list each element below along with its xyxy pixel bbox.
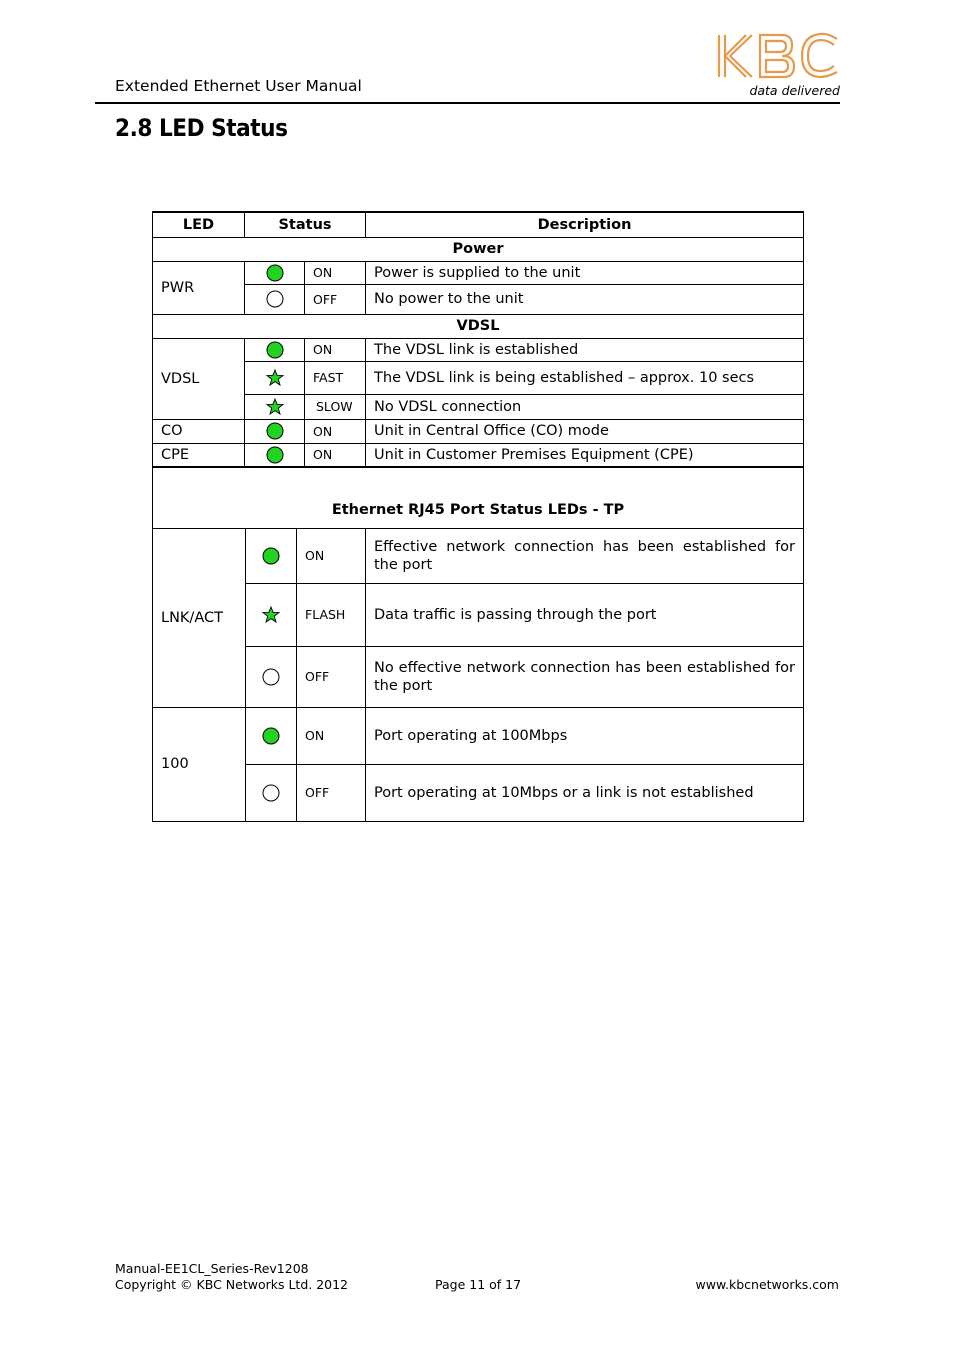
led-state: OFF (297, 646, 366, 707)
led-description: No power to the unit (366, 284, 804, 314)
led-state: FLASH (297, 583, 366, 646)
table-row (153, 419, 804, 443)
led-description: Unit in Customer Premises Equipment (CPE) (366, 443, 804, 467)
led-name: VDSL (153, 338, 245, 419)
footer-page-number: Page 11 of 17 (435, 1277, 522, 1292)
green-circle-icon (265, 445, 285, 465)
led-status-table (152, 211, 804, 468)
led-description: No effective network connection has been established for the port (366, 646, 804, 707)
led-description: Data traffic is passing through the port (366, 583, 804, 646)
led-state: SLOW (305, 394, 366, 419)
logo-tagline: data delivered (749, 83, 840, 98)
led-state: OFF (297, 764, 366, 821)
table-row (153, 707, 804, 764)
table-row (153, 764, 804, 821)
ethernet-led-table (152, 468, 804, 822)
green-star-icon (261, 605, 281, 625)
led-description: Power is supplied to the unit (366, 261, 804, 284)
led-name: CPE (153, 443, 245, 467)
footer-doc-id: Manual-EE1CL_Series-Rev1208 (115, 1261, 309, 1276)
led-state: ON (297, 707, 366, 764)
led-description: Effective network connection has been established for the port (366, 528, 804, 583)
led-description: No VDSL connection (366, 394, 804, 419)
led-description: Unit in Central Office (CO) mode (366, 419, 804, 443)
header-doc-title: Extended Ethernet User Manual (115, 77, 362, 95)
kbc-logo (716, 31, 840, 79)
led-description: The VDSL link is being established – approx. 10 secs (366, 361, 804, 394)
power-section-heading: Power (153, 237, 804, 261)
empty-circle-icon (261, 667, 281, 687)
led-description: The VDSL link is established (366, 338, 804, 361)
green-circle-icon (265, 263, 285, 283)
table-row (153, 261, 804, 284)
led-state: FAST (305, 361, 366, 394)
footer-website: www.kbcnetworks.com (695, 1277, 839, 1292)
table-row (153, 646, 804, 707)
table-header-row (153, 212, 804, 237)
col-description-header: Description (366, 212, 804, 237)
green-star-icon (265, 397, 285, 417)
led-state: ON (305, 419, 366, 443)
empty-circle-icon (261, 783, 281, 803)
table-row (153, 583, 804, 646)
led-name: PWR (153, 261, 245, 314)
footer-copyright: Copyright © KBC Networks Ltd. 2012 (115, 1277, 349, 1292)
green-circle-icon (265, 340, 285, 360)
led-name: LNK/ACT (153, 528, 246, 707)
col-status-header: Status (245, 212, 366, 237)
table-row (153, 361, 804, 394)
col-led-header: LED (153, 212, 245, 237)
table-row (153, 394, 804, 419)
led-state: ON (297, 528, 366, 583)
led-description: Port operating at 10Mbps or a link is not established (366, 764, 804, 821)
led-state: OFF (305, 284, 366, 314)
vdsl-section-heading: VDSL (153, 314, 804, 338)
led-name: CO (153, 419, 245, 443)
empty-circle-icon (265, 289, 285, 309)
green-circle-icon (261, 546, 281, 566)
table-row (153, 528, 804, 583)
green-star-icon (265, 368, 285, 388)
table-row (153, 284, 804, 314)
led-state: ON (305, 443, 366, 467)
table-row (153, 338, 804, 361)
led-description: Port operating at 100Mbps (366, 707, 804, 764)
ethernet-section-heading: Ethernet RJ45 Port Status LEDs - TP (153, 468, 804, 528)
green-circle-icon (265, 421, 285, 441)
led-state: ON (305, 261, 366, 284)
header-rule (95, 102, 840, 104)
section-title: 2.8 LED Status (115, 114, 288, 142)
table-row (153, 443, 804, 467)
green-circle-icon (261, 726, 281, 746)
led-state: ON (305, 338, 366, 361)
led-name: 100 (153, 707, 246, 821)
